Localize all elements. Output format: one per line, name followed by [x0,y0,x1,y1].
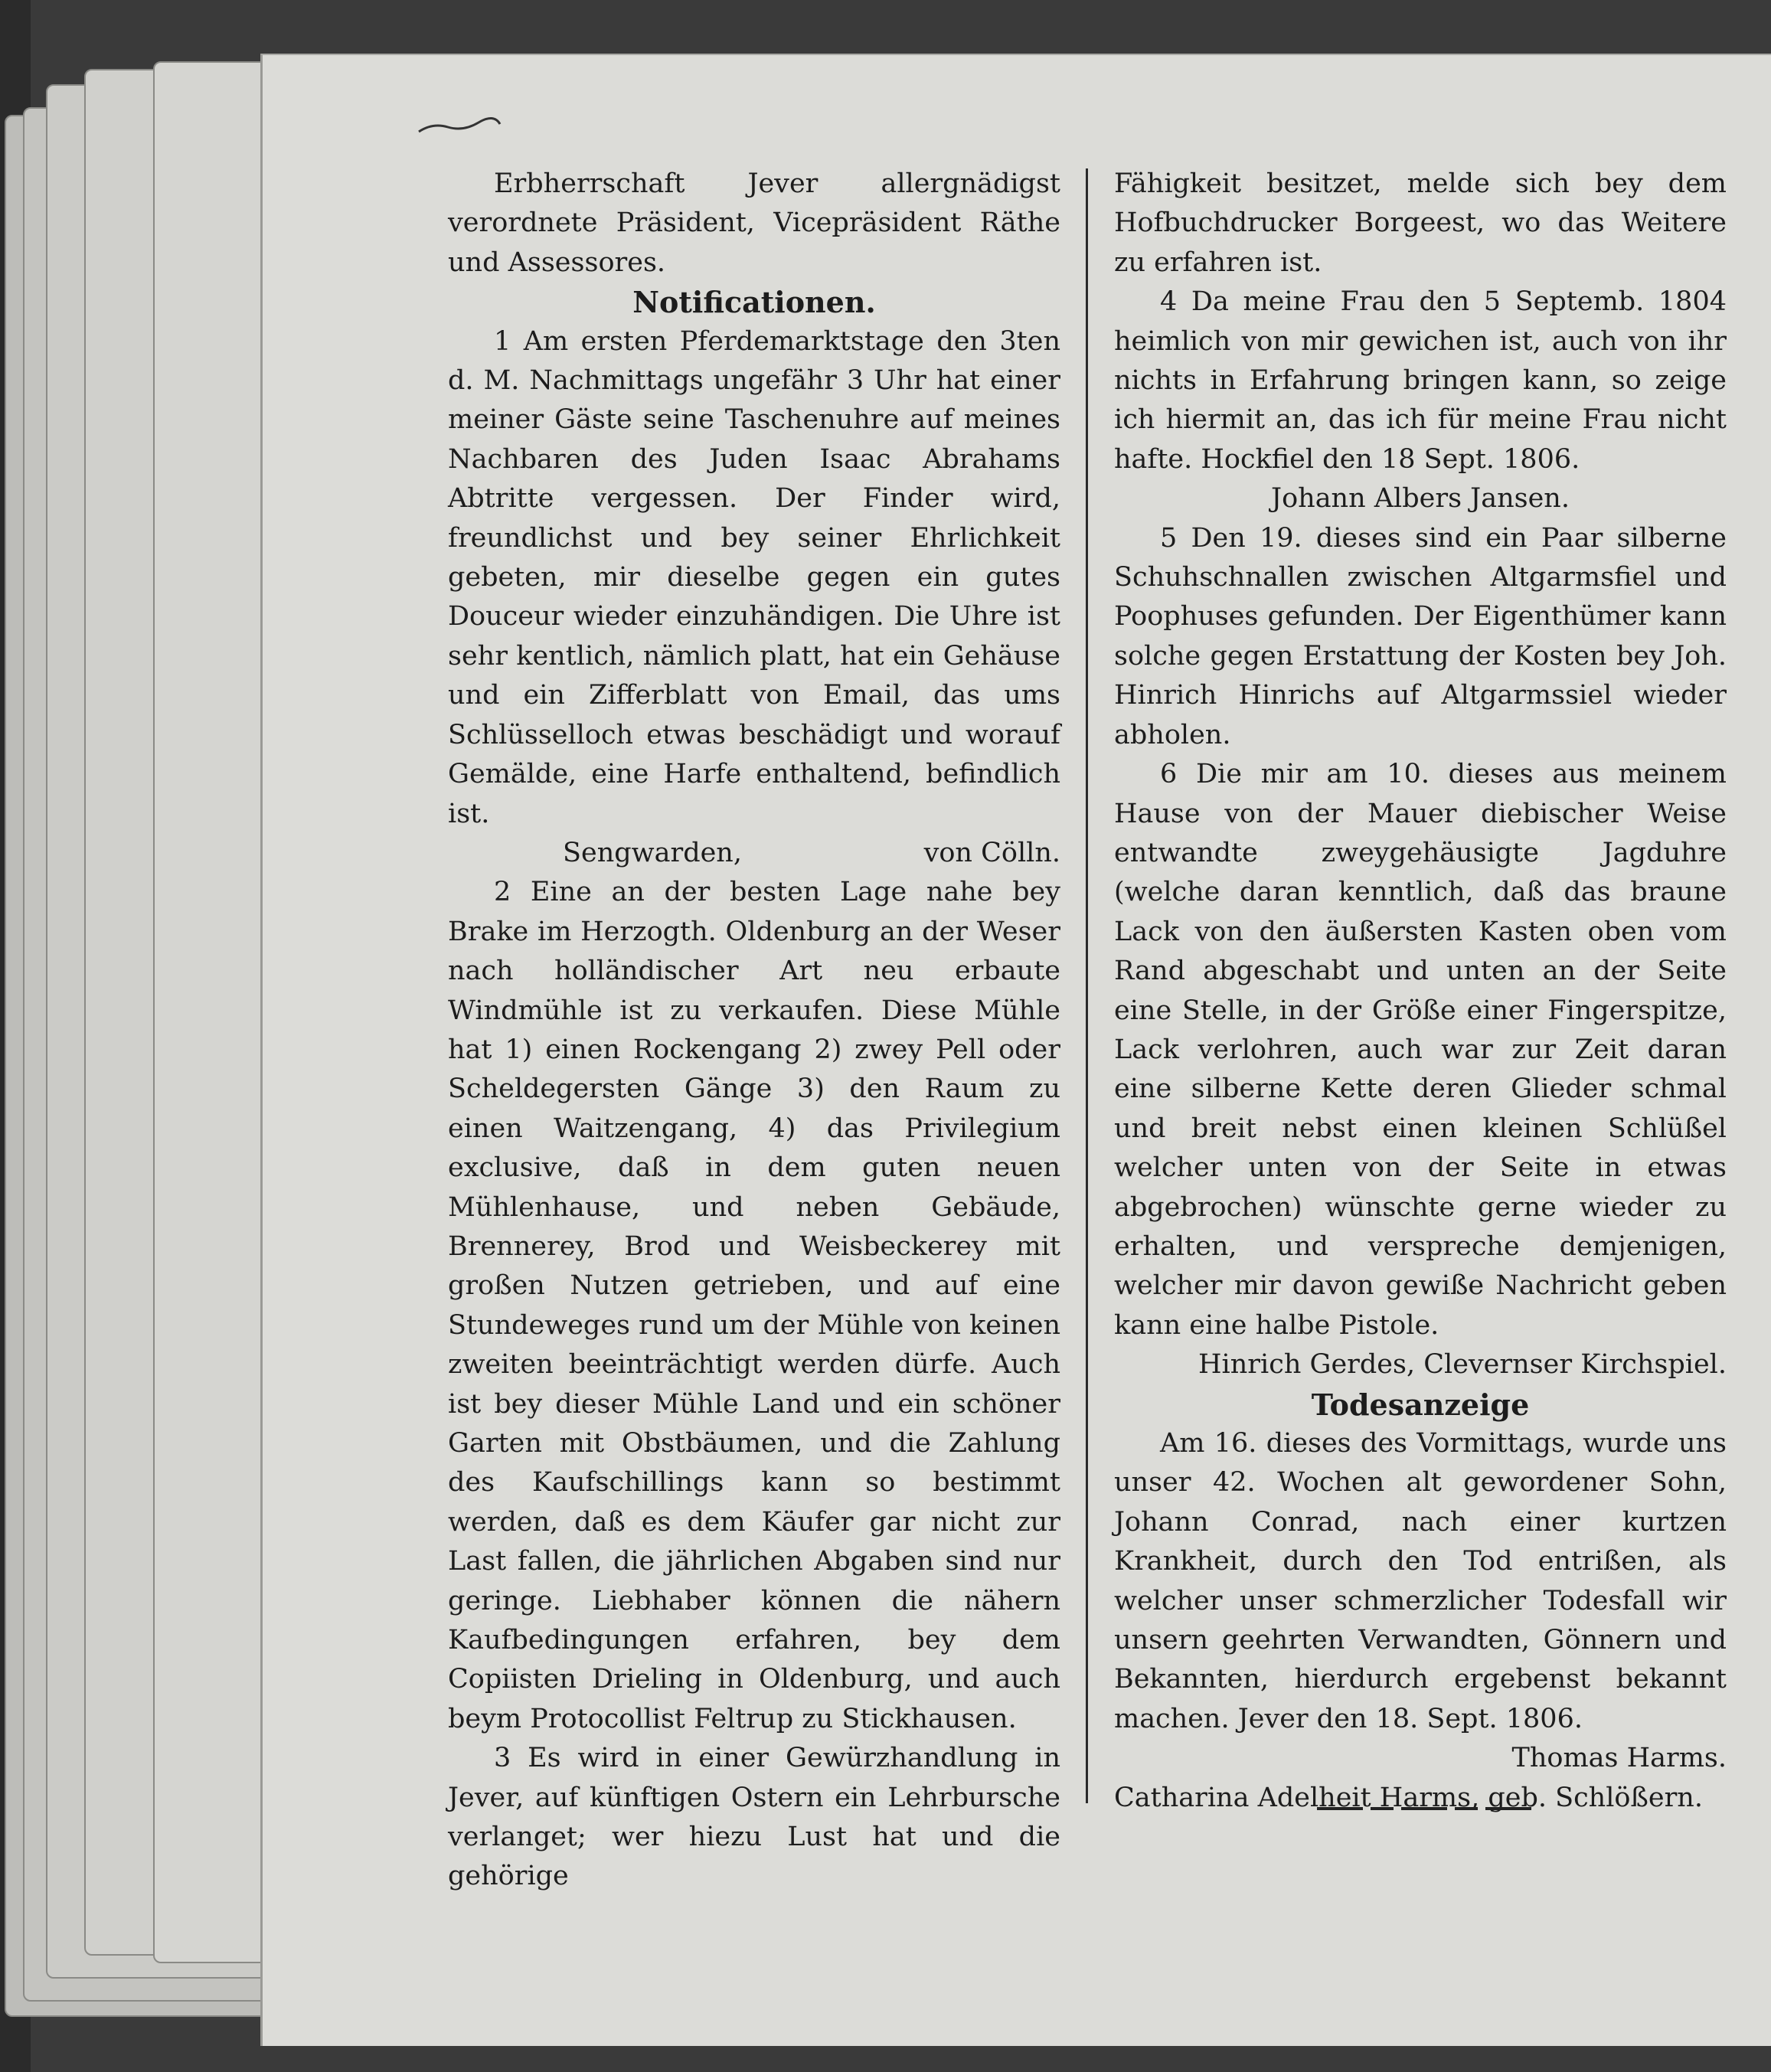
notice-1-place: Sengwarden, [563,837,742,868]
notice-1-signer: von Cölln. [923,837,1060,868]
death-notice-signer-1: Thomas Harms. [1511,1743,1727,1774]
section-heading: Notificationen. [632,285,876,320]
left-column [448,165,1060,1897]
notice-6-signer: Hinrich Gerdes, Clevernser Kirchspiel. [1198,1349,1727,1381]
column-divider [1086,168,1088,1803]
notice-4: 4 Da meine Frau den 5 Septemb. 1804 heimlich von mir gewichen ist, auch von ihr nichts in Erfahrung bringen kann, so zeige ich hiermit an, das ich für meine Frau nicht hafte. Hockfiel den 18 Sept. 1806. [1114,286,1727,475]
end-rule [1317,1805,1531,1812]
death-notice-heading: Todesanzeige [1311,1387,1530,1422]
notice-5: 5 Den 19. dieses sind ein Paar silberne Schuhschnallen zwischen Altgarmsfiel und Poophuses gefunden. Der Eigenthümer kann solche gegen Erstattung der Kosten bey Joh. Hinrich Hinrichs auf Altgarmssiel wieder abholen. [1114,522,1727,750]
authority-intro: Erbherrschaft Jever allergnädigst verordnete Präsident, Vicepräsident Räthe und Assessores. [448,168,1060,278]
notice-6: 6 Die mir am 10. dieses aus meinem Hause von der Mauer diebischer Weise entwandte zweygehäusigte Jagduhre (welche daran kenntlich, daß das braune Lack von den äußersten Kasten oben vom Rand abgeschabt und unten an der Seite eine Stelle, in der Größe einer Fingerspitze, Lack verlohren, auch war zur Zeit daran eine silberne Kette deren Glieder schmal und breit nebst einen kleinen Schlüßel welcher unten von der Seite in etwas abgebrochen) wünschte gerne wieder zu erhalten, und verspreche demjenigen, welcher mir davon gewiße Nachricht geben kann eine halbe Pistole. [1114,759,1727,1341]
notice-3: 3 Es wird in einer Gewürzhandlung in Jever, auf künftigen Ostern ein Lehrbursche verlanget; wer hiezu Lust hat und die gehörige [448,1743,1060,1892]
ink-flourish-mark [417,115,502,138]
death-notice-signer-2: Catharina Adelheit Harms, geb. Schlößern. [1114,1782,1703,1813]
notice-1-signature [448,834,1060,873]
notice-3-continued: Fähigkeit besitzet, melde sich bey dem Hofbuchdrucker Borgeest, wo das Weitere zu erfahren ist. [1114,168,1727,278]
right-column [1114,165,1727,1818]
death-notice: Am 16. dieses des Vormittags, wurde uns unser 42. Wochen alt gewordener Sohn, Johann Conrad, nach einer kurtzen Krankheit, durch den Tod entrißen, als welcher unser schmerzlicher Todesfall wir unsern geehrten Verwandten, Gönnern und Bekannten, hierdurch ergebenst bekannt machen. Jever den 18. Sept. 1806. [1114,1428,1727,1734]
notice-1: 1 Am ersten Pferdemarktstage den 3ten d. M. Nachmittags ungefähr 3 Uhr hat einer meiner Gäste seine Taschenuhre auf meines Nachbaren des Juden Isaac Abrahams Abtritte vergessen. Der Finder wird, freundlichst und bey seiner Ehrlichkeit gebeten, mir dieselbe gegen ein gutes Douceur wieder einzuhändigen. Die Uhre ist sehr kentlich, nämlich platt, hat ein Gehäuse und ein Zifferblatt von Email, das ums Schlüsselloch etwas beschädigt und worauf Gemälde, eine Harfe enthaltend, befindlich ist. [448,325,1060,829]
notice-2: 2 Eine an der besten Lage nahe bey Brake im Herzogth. Oldenburg an der Weser nach holländischer Art neu erbaute Windmühle ist zu verkaufen. Diese Mühle hat 1) einen Rockengang 2) zwey Pell oder Scheldegersten Gänge 3) den Raum zu einen Waitzengang, 4) das Privilegium exclusive, daß in dem guten neuen Mühlenhause, und neben Gebäude, Brennerey, Brod und Weisbeckerey mit großen Nutzen getrieben, und auf eine Stundeweges rund um der Mühle von keinen zweiten beeinträchtigt werden dürfe. Auch ist bey dieser Mühle Land und ein schöner Garten mit Obstbäumen, und die Zahlung des Kaufschillings kann so bestimmt werden, daß es dem Käufer gar nicht zur Last fallen, die jährlichen Abgaben sind nur geringe. Liebhaber können die nähern Kaufbedingungen erfahren, bey dem Copiisten Drieling in Oldenburg, und auch beym Protocollist Feltrup zu Stickhausen. [448,877,1060,1734]
notice-4-signer: Johann Albers Jansen. [1271,483,1570,515]
